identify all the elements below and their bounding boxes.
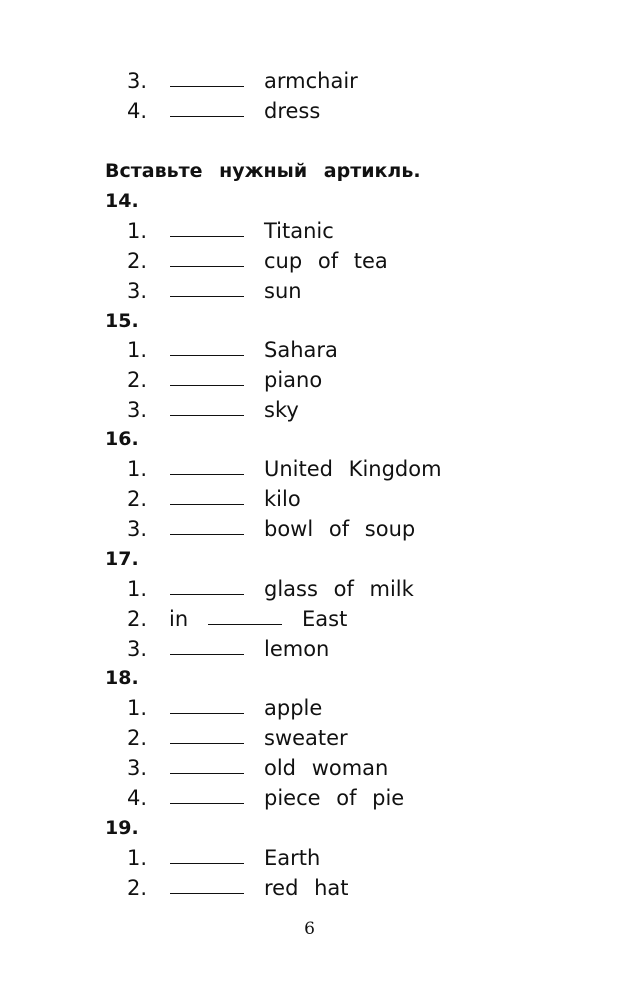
item-word: lemon: [264, 637, 330, 661]
answer-blank[interactable]: [170, 654, 244, 655]
item-word: Titanic: [264, 219, 334, 243]
item-number: 3.: [127, 279, 148, 303]
item-number: 4.: [127, 786, 148, 810]
item-word: piece of pie: [264, 786, 405, 810]
answer-blank[interactable]: [170, 713, 244, 714]
item-number: 2.: [127, 368, 148, 392]
page-number: 6: [304, 919, 315, 939]
item-word: sweater: [264, 726, 348, 750]
answer-blank[interactable]: [170, 474, 244, 475]
answer-blank[interactable]: [208, 624, 282, 625]
item-number: 1.: [127, 338, 148, 362]
instruction-heading: Вставьте нужный артикль.: [105, 160, 421, 182]
item-number: 1.: [127, 846, 148, 870]
exercise-number: 14.: [105, 190, 139, 212]
item-number: 3.: [127, 637, 148, 661]
item-word: glass of milk: [264, 577, 414, 601]
answer-blank[interactable]: [170, 86, 244, 87]
item-word: old woman: [264, 756, 389, 780]
answer-blank[interactable]: [170, 355, 244, 356]
item-word: dress: [264, 99, 321, 123]
item-word: East: [302, 607, 348, 631]
item-word: sky: [264, 398, 299, 422]
exercise-number: 19.: [105, 817, 139, 839]
item-word: red hat: [264, 876, 349, 900]
item-number: 3.: [127, 517, 148, 541]
item-number: 2.: [127, 607, 148, 631]
item-word: United Kingdom: [264, 457, 442, 481]
exercise-number: 17.: [105, 548, 139, 570]
item-number: 1.: [127, 577, 148, 601]
answer-blank[interactable]: [170, 296, 244, 297]
item-word: apple: [264, 696, 323, 720]
answer-blank[interactable]: [170, 116, 244, 117]
item-word: piano: [264, 368, 323, 392]
item-number: 2.: [127, 726, 148, 750]
answer-blank[interactable]: [170, 863, 244, 864]
answer-blank[interactable]: [170, 415, 244, 416]
answer-blank[interactable]: [170, 534, 244, 535]
item-word: sun: [264, 279, 302, 303]
item-number: 3.: [127, 756, 148, 780]
item-number: 2.: [127, 487, 148, 511]
item-number: 3.: [127, 398, 148, 422]
answer-blank[interactable]: [170, 773, 244, 774]
answer-blank[interactable]: [170, 385, 244, 386]
item-number: 2.: [127, 876, 148, 900]
exercise-number: 16.: [105, 428, 139, 450]
item-number: 1.: [127, 219, 148, 243]
answer-blank[interactable]: [170, 266, 244, 267]
item-word: armchair: [264, 69, 358, 93]
answer-blank[interactable]: [170, 743, 244, 744]
exercise-number: 15.: [105, 310, 139, 332]
answer-blank[interactable]: [170, 893, 244, 894]
item-word: bowl of soup: [264, 517, 416, 541]
answer-blank[interactable]: [170, 504, 244, 505]
item-word: kilo: [264, 487, 301, 511]
answer-blank[interactable]: [170, 803, 244, 804]
item-word: cup of tea: [264, 249, 388, 273]
item-number: 2.: [127, 249, 148, 273]
item-number: 1.: [127, 457, 148, 481]
item-word: Earth: [264, 846, 321, 870]
item-prefix: in: [169, 607, 189, 631]
item-number: 3.: [127, 69, 148, 93]
answer-blank[interactable]: [170, 236, 244, 237]
answer-blank[interactable]: [170, 594, 244, 595]
item-number: 4.: [127, 99, 148, 123]
item-word: Sahara: [264, 338, 338, 362]
item-number: 1.: [127, 696, 148, 720]
exercise-number: 18.: [105, 667, 139, 689]
